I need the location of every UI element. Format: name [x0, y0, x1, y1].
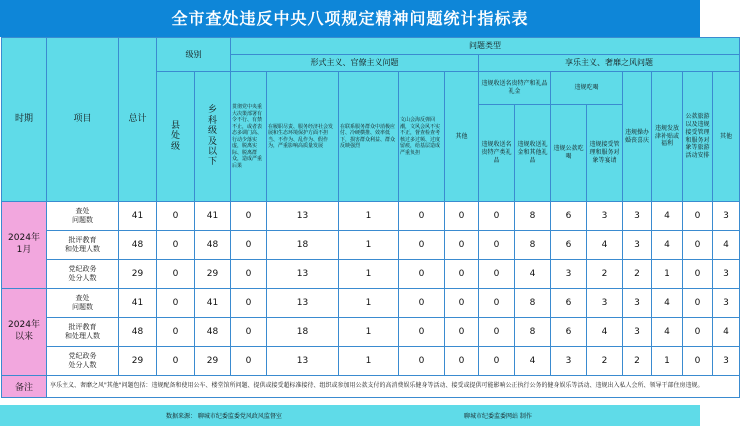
cell-subsidy: 4 [652, 289, 683, 318]
cell-wedding: 2 [623, 260, 652, 289]
cell-total: 41 [119, 289, 157, 318]
cell-county: 0 [157, 260, 195, 289]
cell-eat1: 3 [551, 347, 587, 376]
cell-wedding: 3 [623, 202, 652, 231]
cell-township: 41 [195, 202, 231, 231]
cell-eat1: 6 [551, 318, 587, 347]
cell-f3: 1 [339, 289, 399, 318]
cell-f2: 18 [267, 318, 339, 347]
cell-subsidy: 4 [652, 202, 683, 231]
header-hedonism: 享乐主义、奢靡之风问题 [479, 55, 740, 72]
cell-eat1: 3 [551, 260, 587, 289]
cell-f4: 0 [399, 318, 445, 347]
row-item-label: 批评教育 和处理人数 [47, 318, 119, 347]
cell-travel: 0 [683, 202, 713, 231]
cell-f3: 1 [339, 347, 399, 376]
header-subsidy: 违规发放津补贴或福利 [652, 72, 683, 202]
cell-subsidy: 1 [652, 347, 683, 376]
header-total: 总计 [119, 38, 157, 202]
header-eat-public: 违规公款吃喝 [551, 105, 587, 202]
cell-f-other: 0 [445, 202, 479, 231]
cell-f4: 0 [399, 347, 445, 376]
cell-f1: 0 [231, 289, 267, 318]
row-item-label: 党纪政务 处分人数 [47, 347, 119, 376]
cell-wedding: 3 [623, 318, 652, 347]
cell-gift1: 0 [479, 289, 515, 318]
cell-travel: 0 [683, 231, 713, 260]
cell-f4: 0 [399, 202, 445, 231]
statistics-table [1, 37, 740, 398]
cell-wedding: 3 [623, 231, 652, 260]
cell-f1: 0 [231, 318, 267, 347]
cell-f-other: 0 [445, 231, 479, 260]
cell-eat1: 6 [551, 231, 587, 260]
cell-gift1: 0 [479, 231, 515, 260]
cell-eat2: 4 [587, 318, 623, 347]
header-formalism: 形式主义、官僚主义问题 [231, 55, 479, 72]
cell-h-other: 3 [713, 202, 740, 231]
cell-f1: 0 [231, 202, 267, 231]
cell-f-other: 0 [445, 318, 479, 347]
header-formalism-decision: 贯彻党中央重大决策部署有令不行、有禁不止，或者表态多调门高、行动少落实虚，脱离实际、脱离群众，造成严重后果 [231, 72, 267, 202]
cell-subsidy: 4 [652, 318, 683, 347]
cell-eat2: 3 [587, 202, 623, 231]
row-item-label: 党纪政务 处分人数 [47, 260, 119, 289]
cell-eat2: 3 [587, 289, 623, 318]
cell-eat1: 6 [551, 202, 587, 231]
cell-county: 0 [157, 202, 195, 231]
cell-gift1: 0 [479, 202, 515, 231]
header-township-level: 乡 科 级 及 以 下 [195, 72, 231, 202]
cell-eat2: 2 [587, 347, 623, 376]
cell-township: 48 [195, 231, 231, 260]
site-credit: 聊城市纪委监委网站 制作 [464, 413, 532, 420]
cell-f1: 0 [231, 231, 267, 260]
cell-eat2: 4 [587, 231, 623, 260]
cell-f-other: 0 [445, 260, 479, 289]
cell-travel: 0 [683, 260, 713, 289]
header-problem-type: 问题类型 [231, 38, 740, 55]
header-formalism-other: 其他 [445, 72, 479, 202]
cell-h-other: 3 [713, 260, 740, 289]
cell-township: 41 [195, 289, 231, 318]
cell-h-other: 3 [713, 289, 740, 318]
cell-county: 0 [157, 347, 195, 376]
data-source: 数据来源： 聊城市纪委监委党风政风监督室 [166, 413, 282, 420]
cell-township: 29 [195, 260, 231, 289]
cell-gift2: 4 [515, 347, 551, 376]
cell-county: 0 [157, 289, 195, 318]
header-level: 级别 [157, 38, 231, 72]
cell-total: 29 [119, 347, 157, 376]
cell-wedding: 3 [623, 289, 652, 318]
cell-county: 0 [157, 318, 195, 347]
row-item-label: 批评教育 和处理人数 [47, 231, 119, 260]
cell-travel: 0 [683, 347, 713, 376]
cell-county: 0 [157, 231, 195, 260]
cell-f3: 1 [339, 260, 399, 289]
header-formalism-meetings: 文山会海反弹回潮，文风会风不实不正，督查检查考核过多过频、过度留痕，给基层造成严重负担 [399, 72, 445, 202]
cell-f1: 0 [231, 260, 267, 289]
page-title: 全市查处违反中央八项规定精神问题统计指标表 [0, 0, 700, 37]
header-item: 项目 [47, 38, 119, 202]
cell-travel: 0 [683, 318, 713, 347]
cell-gift2: 8 [515, 202, 551, 231]
cell-gift1: 0 [479, 347, 515, 376]
footer [0, 405, 700, 426]
cell-f2: 18 [267, 231, 339, 260]
cell-f1: 0 [231, 347, 267, 376]
cell-h-other: 3 [713, 347, 740, 376]
cell-eat2: 2 [587, 260, 623, 289]
period-label: 2024年 以来 [2, 289, 47, 376]
cell-f2: 13 [267, 347, 339, 376]
cell-eat1: 6 [551, 289, 587, 318]
note-label: 备注 [2, 376, 47, 398]
cell-total: 29 [119, 260, 157, 289]
cell-gift2: 4 [515, 260, 551, 289]
note-text: 享乐主义、奢靡之风"其他"问题包括：违规配备和使用公车、楼堂馆所问题、提供或接受超标准接待、组织或参加用公款支付的高消费娱乐健身等活动、接受或提供可能影响公正执行公务的健身娱乐等活动、违规出入私人会所、领导干部住房违规。 [47, 376, 740, 398]
cell-f3: 1 [339, 202, 399, 231]
cell-gift2: 8 [515, 289, 551, 318]
header-formalism-duty: 在履职尽责、服务经济社会发展和生态环境保护方面不担当、不作为、乱作为、假作为，严重影响高质量发展 [267, 72, 339, 202]
header-travel: 公款旅游以及违规接受管理和服务对象等旅游活动安排 [683, 72, 713, 202]
cell-f-other: 0 [445, 289, 479, 318]
cell-travel: 0 [683, 289, 713, 318]
cell-h-other: 4 [713, 318, 740, 347]
header-gift-group: 违规收送名贵特产和礼品礼金 [479, 72, 551, 105]
cell-wedding: 2 [623, 347, 652, 376]
cell-f2: 13 [267, 289, 339, 318]
period-label: 2024年 1月 [2, 202, 47, 289]
header-formalism-service: 在联系服务群众中消极应付、冷硬横推、效率低下，损害群众利益、群众反映强烈 [339, 72, 399, 202]
cell-township: 29 [195, 347, 231, 376]
cell-gift2: 8 [515, 231, 551, 260]
header-county-level: 县 处 级 [157, 72, 195, 202]
cell-h-other: 4 [713, 231, 740, 260]
header-gift-money: 违规收送礼金和其他礼品 [515, 105, 551, 202]
header-eat-banquet: 违规接受管理和服务对象等宴请 [587, 105, 623, 202]
cell-f-other: 0 [445, 347, 479, 376]
row-item-label: 查处 问题数 [47, 289, 119, 318]
row-item-label: 查处 问题数 [47, 202, 119, 231]
cell-gift1: 0 [479, 260, 515, 289]
cell-total: 41 [119, 202, 157, 231]
header-gift-specialty: 违规收送名贵特产类礼品 [479, 105, 515, 202]
cell-f2: 13 [267, 202, 339, 231]
cell-subsidy: 1 [652, 260, 683, 289]
cell-township: 48 [195, 318, 231, 347]
cell-f2: 13 [267, 260, 339, 289]
header-wedding-funeral: 违规操办婚丧喜庆 [623, 72, 652, 202]
cell-f4: 0 [399, 231, 445, 260]
cell-f3: 1 [339, 231, 399, 260]
cell-total: 48 [119, 318, 157, 347]
header-period: 时期 [2, 38, 47, 202]
cell-total: 48 [119, 231, 157, 260]
cell-f3: 1 [339, 318, 399, 347]
cell-f4: 0 [399, 289, 445, 318]
header-eat-group: 违规吃喝 [551, 72, 623, 105]
cell-f4: 0 [399, 260, 445, 289]
cell-subsidy: 4 [652, 231, 683, 260]
cell-gift1: 0 [479, 318, 515, 347]
cell-gift2: 8 [515, 318, 551, 347]
header-hedonism-other: 其他 [713, 72, 740, 202]
